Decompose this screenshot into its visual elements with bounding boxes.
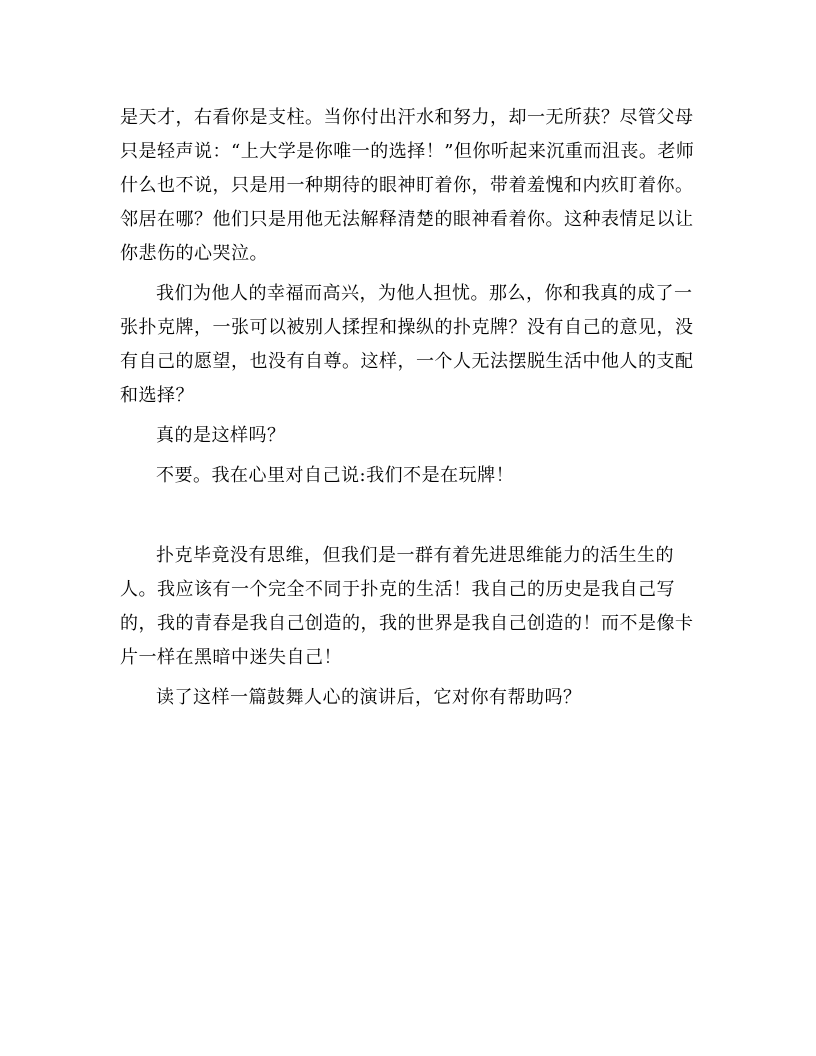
paragraph-1: 是天才，右看你是支柱。当你付出汗水和努力，却一无所获？尽管父母只是轻声说：“上大学是你唯一的选择！”但你听起来沉重而沮丧。老师什么也不说，只是用一种期待的眼神盯着你，带着羞愧和内疚盯着你。邻居在哪？他们只是用他无法解释清楚的眼神看着你。这种表情足以让你悲伤的心哭泣。 [120, 107, 695, 264]
paragraph-4: 不要。我在心里对自己说:我们不是在玩牌！ [156, 465, 515, 486]
paragraph-6: 读了这样一篇鼓舞人心的演讲后，它对你有帮助吗？ [156, 687, 582, 708]
paragraph-2: 我们为他人的幸福而高兴，为他人担忧。那么，你和我真的成了一张扑克牌，一张可以被别人揉捏和操纵的扑克牌？没有自己的意见，没有自己的愿望，也没有自尊。这样，一个人无法摆脱生活中他人的支配和选择？ [120, 283, 694, 406]
paragraph-3: 真的是这样吗？ [156, 425, 286, 446]
paragraph-5: 扑克毕竟没有思维，但我们是一群有着先进思维能力的活生生的人。我应该有一个完全不同于扑克的生活！我自己的历史是我自己写的，我的青春是我自己创造的，我的世界是我自己创造的！而不是像卡片一样在黑暗中迷失自己！ [120, 545, 694, 668]
paragraph-gap [120, 499, 700, 539]
document-body [120, 101, 700, 721]
